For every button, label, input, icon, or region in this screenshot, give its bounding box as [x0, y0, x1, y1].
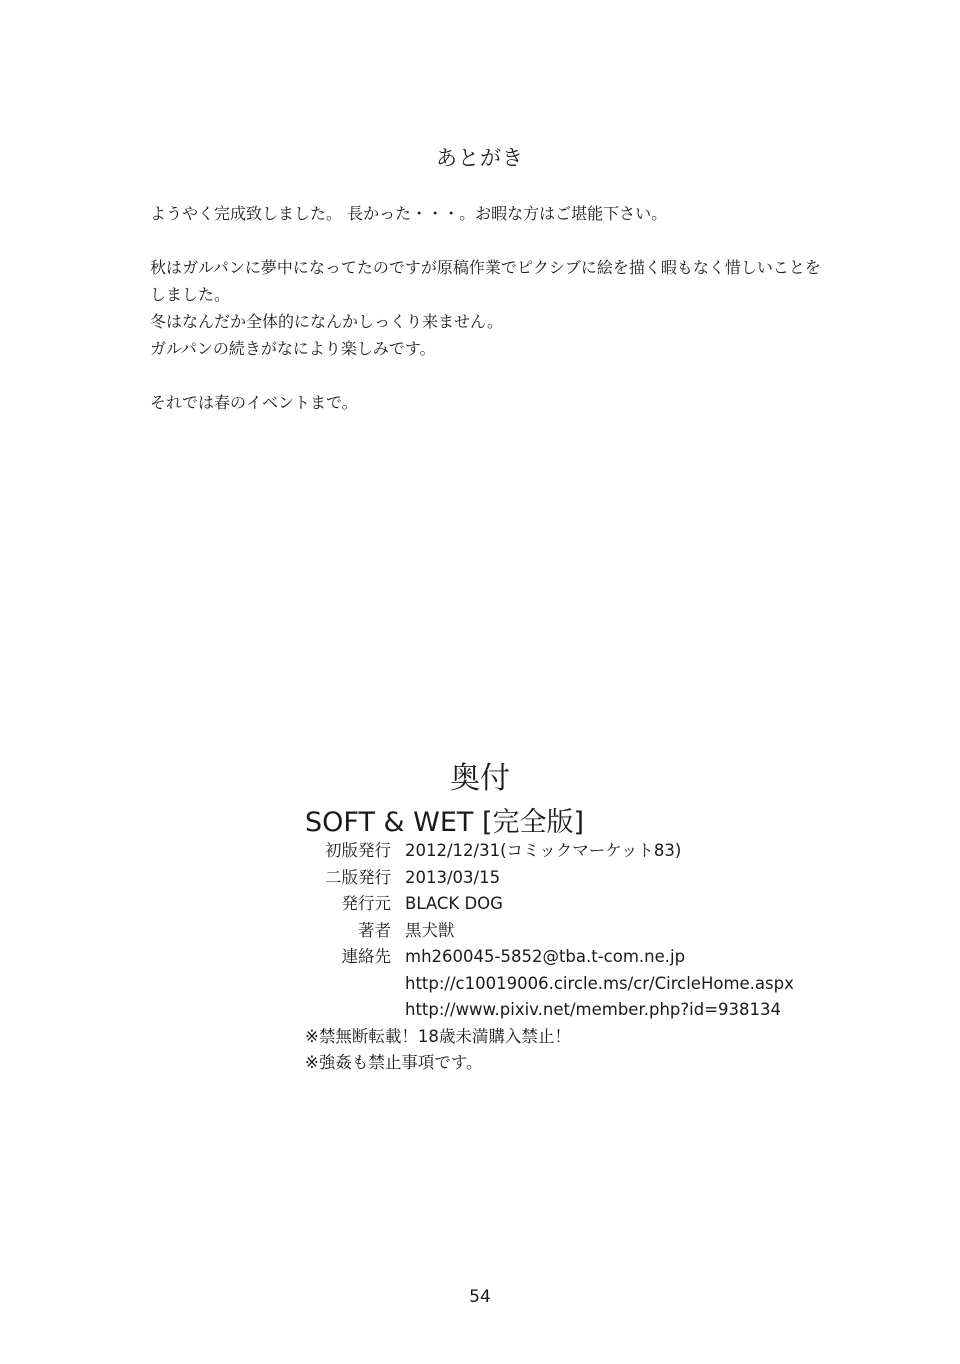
afterword-body: [150, 200, 870, 443]
book-title: SOFT & WET [完全版]: [305, 807, 585, 838]
afterword-paragraph: [150, 200, 870, 227]
author-label: 著者: [358, 920, 391, 940]
contact-label: 連絡先: [341, 947, 391, 966]
afterword-line: 冬はなんだか全体的になんかしっくり来ません。: [150, 312, 503, 331]
author-row: [305, 918, 865, 945]
first-edition-row: [305, 838, 865, 865]
notice-no-reproduction: ※禁無断転載！18歳未満購入禁止！: [305, 1026, 571, 1046]
author-value: 黒犬獣: [405, 920, 455, 940]
colophon-heading: 奥付: [450, 761, 510, 796]
afterword-line: それでは春のイベントまで。: [150, 393, 358, 412]
publisher-label: 発行元: [341, 894, 391, 913]
second-edition-label: 二版発行: [325, 867, 391, 887]
second-edition-value: 2013/03/15: [405, 867, 501, 887]
second-edition-row: [305, 865, 865, 892]
publisher-row: [305, 891, 865, 918]
afterword-paragraph: [150, 389, 870, 416]
contact-row: [305, 944, 865, 971]
afterword-paragraph: [150, 254, 870, 362]
contact-url-row: [305, 971, 865, 998]
contact-url-circle: http://c10019006.circle.ms/cr/CircleHome.aspx: [405, 973, 794, 993]
contact-url-pixiv: http://www.pixiv.net/member.php?id=938134: [405, 1000, 782, 1019]
first-edition-label: 初版発行: [325, 841, 391, 860]
contact-url-row: [305, 997, 865, 1024]
afterword-line: 秋はガルパンに夢中になってたのですが原稿作業でピクシブに絵を描く暇もなく惜しいことを: [150, 258, 821, 277]
page-number: 54: [469, 1287, 491, 1307]
first-edition-value: 2012/12/31(コミックマーケット83): [405, 841, 682, 860]
colophon-info: [305, 838, 865, 1077]
afterword-title: あとがき: [436, 146, 524, 170]
afterword-line: しました。: [150, 285, 231, 304]
afterword-line: ようやく完成致しました。 長かった・・・。お暇な方はご堪能下さい。: [150, 204, 668, 223]
notice-prohibited: ※強姦も禁止事項です。: [305, 1053, 483, 1072]
publisher-value: BLACK DOG: [405, 894, 503, 913]
contact-email: mh260045-5852@tba.t-com.ne.jp: [405, 947, 686, 966]
afterword-line: ガルパンの続きがなにより楽しみです。: [150, 339, 436, 358]
